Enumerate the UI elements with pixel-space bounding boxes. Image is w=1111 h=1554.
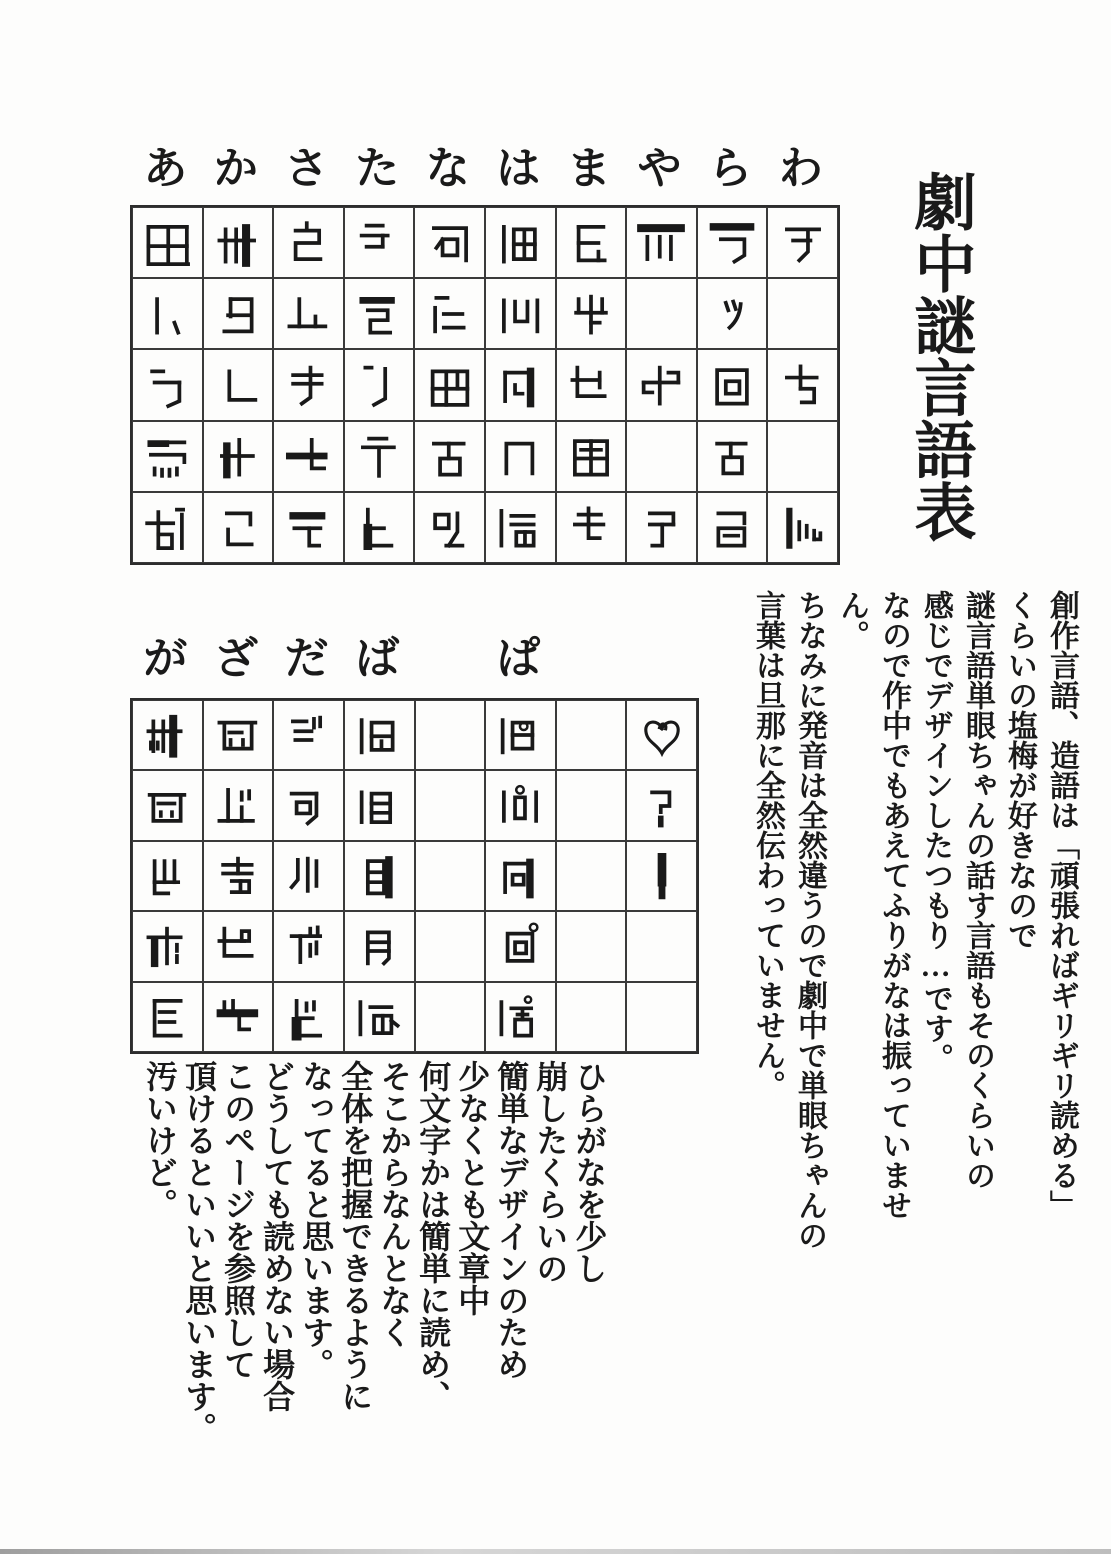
glyph-cell-ga — [132, 700, 203, 770]
conlang-glyph-su — [277, 354, 339, 416]
glyph-cell-sa — [273, 207, 344, 278]
glyph-cell-empty — [556, 982, 627, 1052]
conlang-glyph-a — [136, 212, 198, 274]
glyph-cell-chi — [344, 278, 415, 349]
conlang-glyph-ta — [348, 212, 410, 274]
column-header: は — [496, 144, 541, 193]
conlang-glyph-he — [489, 425, 551, 487]
conlang-glyph-wo — [772, 354, 834, 416]
paragraph-line: なってると思います。 — [298, 1060, 335, 1380]
glyph-cell-empty — [626, 982, 697, 1052]
conlang-glyph-zo — [207, 986, 269, 1048]
glyph-cell-a — [132, 207, 203, 278]
paragraph-line: 簡単なデザインのため — [493, 1060, 530, 1380]
glyph-cell-be — [344, 911, 415, 981]
column-header: ま — [566, 144, 611, 193]
glyph-cell-empty — [626, 911, 697, 981]
conlang-glyph-ha — [489, 212, 551, 274]
glyph-cell-empty — [556, 911, 627, 981]
glyph-cell-ba — [344, 700, 415, 770]
glyph-cell-ya — [626, 207, 697, 278]
glyph-cell-zo — [203, 982, 274, 1052]
glyph-cell-empty — [415, 911, 486, 981]
glyph-cell-pe — [485, 911, 556, 981]
glyph-cell-to — [344, 492, 415, 563]
conlang-glyph-ho — [489, 496, 551, 558]
conlang-glyph-me — [560, 425, 622, 487]
glyph-cell-i — [132, 278, 203, 349]
conlang-glyph-sa — [277, 212, 339, 274]
page-title: 劇中謎言語表 — [904, 170, 973, 542]
glyph-cell-he — [485, 421, 556, 492]
conlang-glyph-dzu — [278, 845, 340, 907]
glyph-cell-empty — [415, 982, 486, 1052]
paragraph-line: 何文字かは簡単に読め、 — [415, 1060, 452, 1412]
conlang-glyph-shi — [277, 283, 339, 345]
glyph-cell-empty — [626, 421, 697, 492]
glyph-cell-go — [132, 982, 203, 1052]
glyph-cell-exclaim — [626, 841, 697, 911]
scan-edge — [0, 1549, 1111, 1554]
conlang-glyph-o — [136, 496, 198, 558]
paragraph-line: このページを参照して — [220, 1060, 257, 1380]
conlang-glyph-ku — [207, 354, 269, 416]
glyph-cell-bu — [344, 841, 415, 911]
conlang-glyph-wa — [772, 212, 834, 274]
glyph-cell-shi — [273, 278, 344, 349]
conlang-glyph-bi — [348, 775, 410, 837]
conlang-glyph-mo — [560, 496, 622, 558]
glyph-cell-empty — [415, 700, 486, 770]
conlang-glyph-zu — [207, 845, 269, 907]
glyph-cell-me — [556, 421, 627, 492]
glyph-cell-gu — [132, 841, 203, 911]
glyph-cell-hi — [485, 278, 556, 349]
column-header: ば — [355, 634, 400, 683]
glyph-cell-te — [344, 421, 415, 492]
conlang-glyph-u — [136, 354, 198, 416]
glyph-cell-bi — [344, 770, 415, 840]
conlang-glyph-de — [278, 915, 340, 977]
conlang-glyph-ge — [136, 915, 198, 977]
conlang-glyph-be — [348, 915, 410, 977]
conlang-glyph-ni — [419, 283, 481, 345]
conlang-glyph-exclaim — [631, 845, 693, 907]
column-header: た — [355, 144, 400, 193]
conlang-glyph-mu — [560, 354, 622, 416]
conlang-glyph-ko — [207, 496, 269, 558]
conlang-glyph-mi — [560, 283, 622, 345]
glyph-cell-mi — [556, 278, 627, 349]
glyph-cell-mu — [556, 349, 627, 420]
conlang-glyph-so — [277, 496, 339, 558]
conlang-glyph-ro — [701, 496, 763, 558]
glyph-cell-pu — [485, 841, 556, 911]
conlang-glyph-re — [701, 425, 763, 487]
glyph-cell-tsu — [344, 349, 415, 420]
glyph-cell-empty — [626, 278, 697, 349]
paragraph-line: ちなみに発音は全然違うので劇中で単眼ちゃんの — [793, 590, 826, 1250]
glyph-cell-empty — [415, 770, 486, 840]
glyph-cell-e — [132, 421, 203, 492]
glyph-cell-yu — [626, 349, 697, 420]
paragraph-line: 崩したくらいの — [532, 1060, 569, 1284]
conlang-glyph-ji — [207, 775, 269, 837]
conlang-glyph-da — [278, 704, 340, 766]
glyph-cell-question — [626, 770, 697, 840]
paragraph-line: 頂けるといいと思います。 — [181, 1060, 218, 1444]
glyph-cell-ni — [414, 278, 485, 349]
glyph-cell-ne — [414, 421, 485, 492]
glyph-cell-na — [414, 207, 485, 278]
paragraph-line: 言葉は旦那に全然伝わっていません。 — [751, 590, 784, 1100]
glyph-cell-wa — [767, 207, 838, 278]
conlang-glyph-ma — [560, 212, 622, 274]
paragraph-line: 少なくとも文章中 — [454, 1060, 491, 1316]
conlang-glyph-tsu — [348, 354, 410, 416]
column-header: ぱ — [496, 634, 541, 683]
paragraph-line: そこからなんとなく — [376, 1060, 413, 1348]
conlang-glyph-ri — [701, 283, 763, 345]
glyph-cell-ta — [344, 207, 415, 278]
glyph-cell-empty — [556, 700, 627, 770]
column-header: が — [143, 634, 188, 683]
glyph-cell-se — [273, 421, 344, 492]
glyph-cell-ko — [203, 492, 274, 563]
conlang-glyph-go — [136, 986, 198, 1048]
glyph-cell-u — [132, 349, 203, 420]
glyph-cell-empty — [767, 278, 838, 349]
glyph-cell-ki — [203, 278, 274, 349]
glyph-cell-de — [273, 911, 344, 981]
conlang-glyph-heart — [631, 704, 693, 766]
conlang-glyph-te — [348, 425, 410, 487]
conlang-glyph-ne — [419, 425, 481, 487]
glyph-cell-bo — [344, 982, 415, 1052]
glyph-cell-ru — [697, 349, 768, 420]
right-paragraph — [746, 590, 1082, 1262]
paragraph-line: 感じでデザインしたつもり…です。 — [919, 590, 952, 1073]
conlang-glyph-za — [207, 704, 269, 766]
dakuon-header-row — [130, 622, 695, 682]
conlang-glyph-ki — [207, 283, 269, 345]
gojuon-header-row — [130, 132, 836, 193]
glyph-cell-ha — [485, 207, 556, 278]
glyph-cell-empty — [767, 421, 838, 492]
conlang-glyph-n — [772, 496, 834, 558]
conlang-glyph-hi — [489, 283, 551, 345]
glyph-cell-ku — [203, 349, 274, 420]
conlang-glyph-gi — [136, 775, 198, 837]
glyph-cell-n — [767, 492, 838, 563]
glyph-cell-ri — [697, 278, 768, 349]
glyph-cell-heart — [626, 700, 697, 770]
glyph-cell-ra — [697, 207, 768, 278]
conlang-glyph-dji — [278, 775, 340, 837]
conlang-glyph-na — [419, 212, 481, 274]
glyph-cell-o — [132, 492, 203, 563]
column-header: な — [425, 144, 470, 193]
glyph-cell-ke — [203, 421, 274, 492]
glyph-cell-ze — [203, 911, 274, 981]
conlang-glyph-no — [419, 496, 481, 558]
conlang-glyph-ka — [207, 212, 269, 274]
column-header: や — [637, 144, 682, 193]
glyph-cell-zu — [203, 841, 274, 911]
glyph-cell-ka — [203, 207, 274, 278]
glyph-cell-ho — [485, 492, 556, 563]
paragraph-line: どうしても読めない場合 — [259, 1060, 296, 1412]
glyph-cell-ge — [132, 911, 203, 981]
paragraph-line: 謎言語単眼ちゃんの話す言語もそのくらいの — [961, 590, 994, 1190]
conlang-glyph-i — [136, 283, 198, 345]
conlang-glyph-ba — [348, 704, 410, 766]
conlang-glyph-bo — [348, 986, 410, 1048]
conlang-glyph-to — [348, 496, 410, 558]
glyph-cell-empty — [556, 770, 627, 840]
column-header: さ — [284, 144, 329, 193]
glyph-cell-dji — [273, 770, 344, 840]
glyph-cell-fu — [485, 349, 556, 420]
column-header: ざ — [213, 634, 258, 683]
conlang-glyph-question — [631, 775, 693, 837]
glyph-cell-no — [414, 492, 485, 563]
conlang-glyph-yo — [630, 496, 692, 558]
glyph-cell-empty — [415, 841, 486, 911]
conlang-glyph-do — [278, 986, 340, 1048]
conlang-glyph-gu — [136, 845, 198, 907]
glyph-cell-empty — [556, 841, 627, 911]
glyph-cell-re — [697, 421, 768, 492]
glyph-cell-ji — [203, 770, 274, 840]
paragraph-line: なので作中でもあえてふりがなは振っていません。 — [835, 590, 910, 1220]
glyph-cell-wo — [767, 349, 838, 420]
conlang-glyph-yu — [630, 354, 692, 416]
conlang-glyph-ze — [207, 915, 269, 977]
column-header: だ — [284, 634, 329, 683]
paragraph-line: ひらがなを少し — [571, 1060, 608, 1284]
conlang-glyph-po — [489, 986, 551, 1048]
glyph-cell-ma — [556, 207, 627, 278]
column-header: か — [213, 144, 258, 193]
glyph-cell-yo — [626, 492, 697, 563]
conlang-glyph-ke — [207, 425, 269, 487]
gojuon-glyph-table — [130, 205, 840, 565]
glyph-cell-ro — [697, 492, 768, 563]
glyph-cell-da — [273, 700, 344, 770]
conlang-glyph-ga — [136, 704, 198, 766]
paragraph-line: 汚いけど。 — [142, 1060, 179, 1220]
conlang-glyph-nu — [419, 354, 481, 416]
conlang-glyph-ra — [701, 212, 763, 274]
conlang-glyph-fu — [489, 354, 551, 416]
conlang-glyph-ya — [630, 212, 692, 274]
conlang-glyph-pi — [489, 775, 551, 837]
glyph-cell-so — [273, 492, 344, 563]
conlang-glyph-pu — [489, 845, 551, 907]
column-header: ら — [708, 144, 753, 193]
conlang-glyph-bu — [348, 845, 410, 907]
paragraph-line: 創作言語、造語は「頑張ればギリギリ読める」 — [1045, 590, 1078, 1220]
column-header: わ — [778, 144, 823, 193]
glyph-cell-za — [203, 700, 274, 770]
glyph-cell-pi — [485, 770, 556, 840]
paragraph-line: くらいの塩梅が好きなので — [1003, 590, 1036, 950]
paragraph-line: 全体を把握できるように — [337, 1060, 374, 1412]
conlang-glyph-se — [277, 425, 339, 487]
conlang-glyph-pe — [489, 915, 551, 977]
glyph-cell-po — [485, 982, 556, 1052]
conlang-glyph-chi — [348, 283, 410, 345]
glyph-cell-su — [273, 349, 344, 420]
glyph-cell-do — [273, 982, 344, 1052]
glyph-cell-nu — [414, 349, 485, 420]
glyph-cell-dzu — [273, 841, 344, 911]
dakuon-glyph-table — [130, 698, 699, 1054]
column-header: あ — [143, 144, 188, 193]
glyph-cell-mo — [556, 492, 627, 563]
conlang-glyph-e — [136, 425, 198, 487]
glyph-cell-pa — [485, 700, 556, 770]
bottom-paragraph — [140, 1060, 608, 1554]
conlang-glyph-ru — [701, 354, 763, 416]
conlang-glyph-pa — [489, 704, 551, 766]
glyph-cell-gi — [132, 770, 203, 840]
